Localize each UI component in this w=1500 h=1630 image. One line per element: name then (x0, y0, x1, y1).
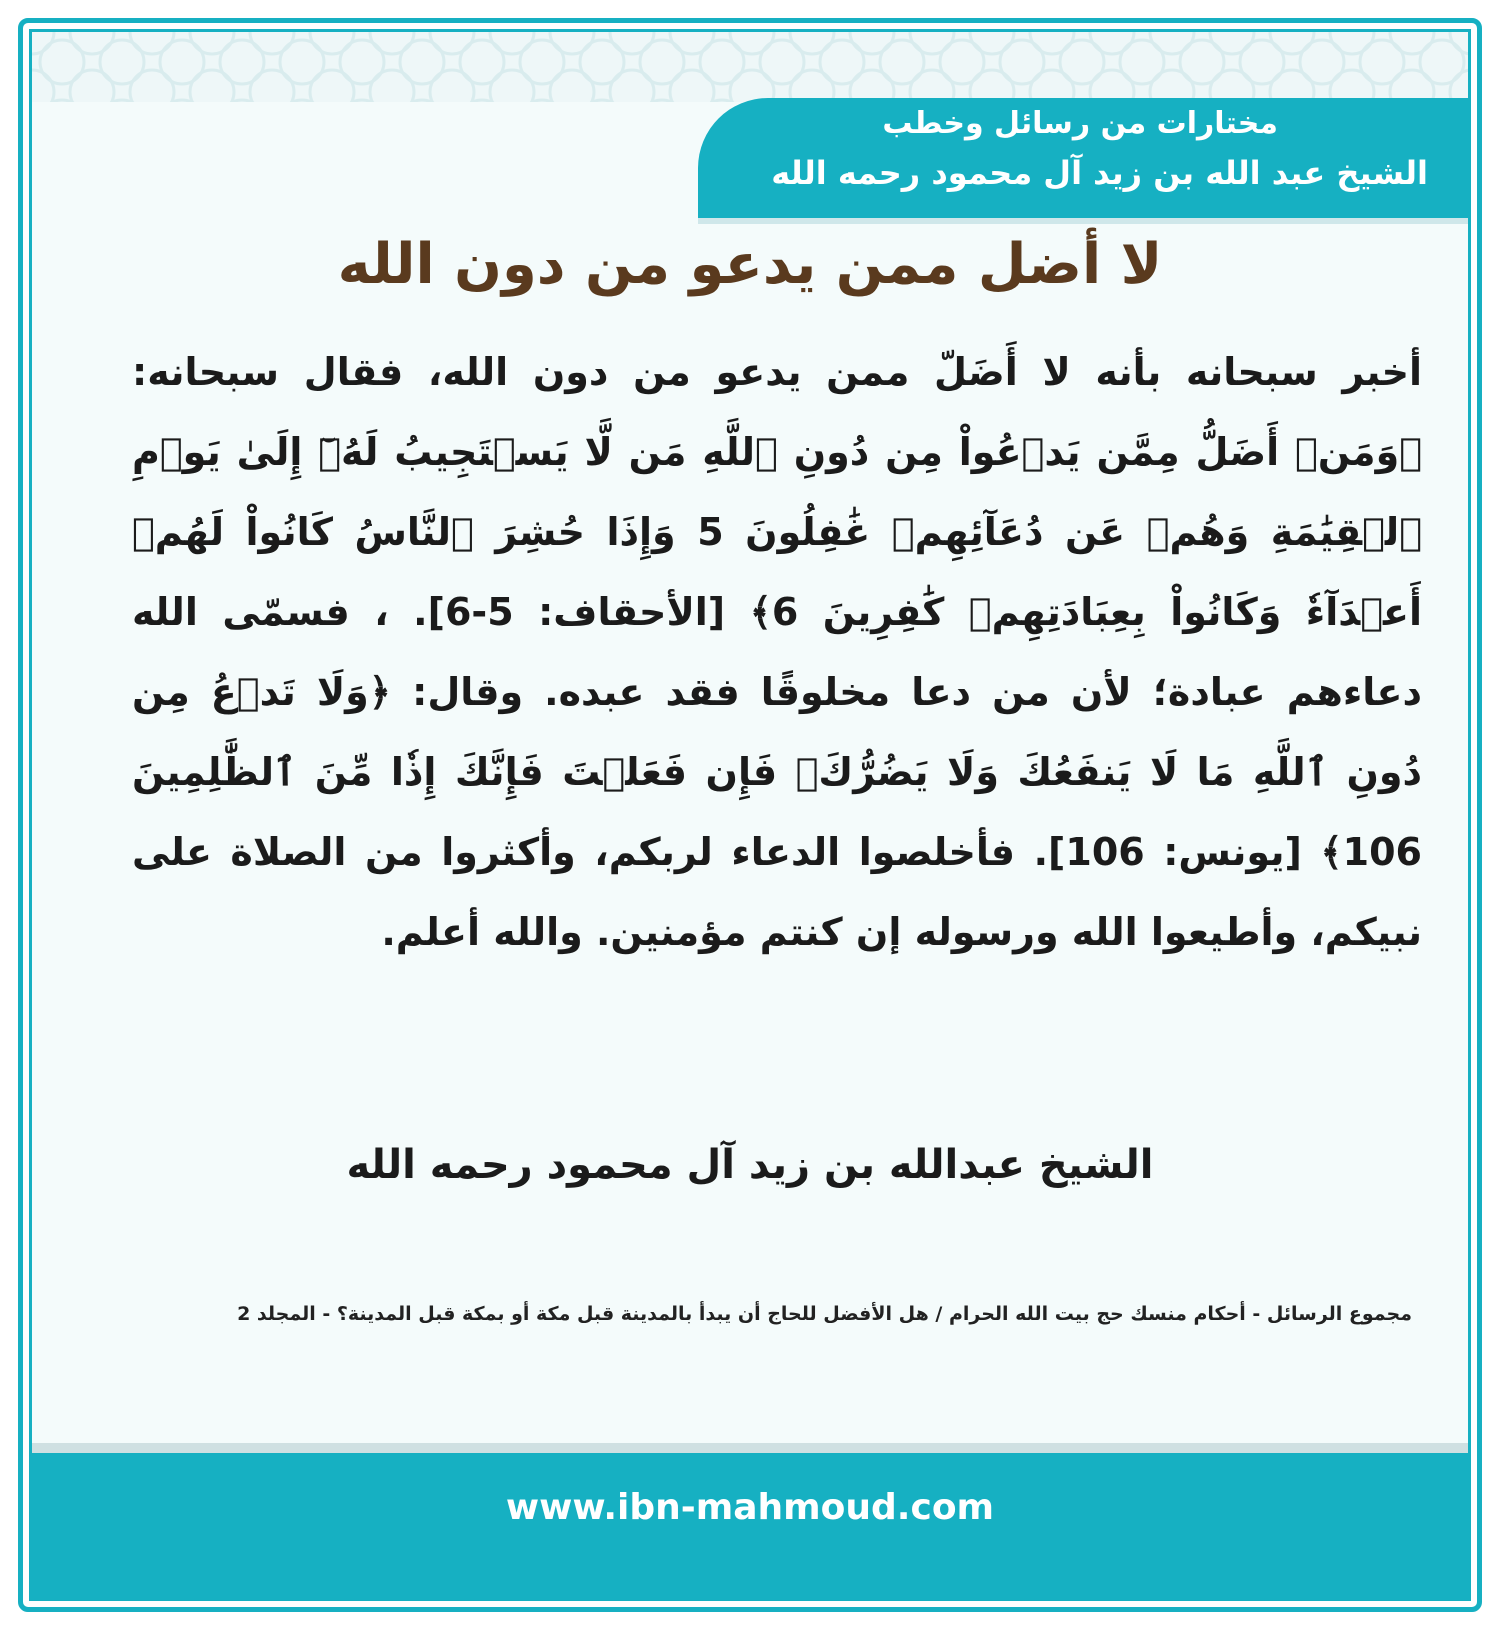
website-link[interactable]: www.ibn-mahmoud.com (505, 1487, 995, 1528)
decorative-pattern (32, 32, 1468, 102)
page-title: لا أضل ممن يدعو من دون الله (337, 232, 1163, 297)
header-line-2: الشيخ عبد الله بن زيد آل محمود رحمه الله (771, 154, 1428, 192)
signature: الشيخ عبدالله بن زيد آل محمود رحمه الله (346, 1142, 1154, 1188)
header-band (698, 98, 1468, 218)
source-reference: مجموع الرسائل - أحكام منسك حج بيت الله الحرام / هل الأفضل للحاج أن يبدأ بالمدينة قبل مكة أو بمكة قبل المدينة؟ - المجلد 2 (237, 1303, 1412, 1325)
footer-band (32, 1443, 1468, 1598)
header-line-1: مختارات من رسائل وخطب (882, 106, 1278, 141)
body-text: أخبر سبحانه بأنه لا أَضَلّ ممن يدعو من دون الله، فقال سبحانه: ﴿وَمَنۡ أَضَلُّ مِمَّن يَدۡعُواْ مِن دُونِ ٱللَّهِ مَن لَّا يَسۡتَجِيبُ لَهُۥٓ إِلَىٰ يَوۡمِ ٱلۡقِيَٰمَةِ وَهُمۡ عَن دُعَآئِهِمۡ غَٰفِلُونَ 5 وَإِذَا حُشِرَ ٱلنَّاسُ كَانُواْ لَهُمۡ أَعۡدَآءٗ وَكَانُواْ بِعِبَادَتِهِمۡ كَٰفِرِينَ 6﴾ [الأحقاف: 5-6]. ، فسمّى الله دعاءهم عبادة؛ لأن من دعا مخلوقًا فقد عبده. وقال: ﴿وَلَا تَدۡعُ مِن دُونِ ٱللَّهِ مَا لَا يَنفَعُكَ وَلَا يَضُرُّكَۖ فَإِن فَعَلۡتَ فَإِنَّكَ إِذٗا مِّنَ ٱلظَّٰلِمِينَ 106﴾ [يونس: 106]. فأخلصوا الدعاء لربكم، وأكثروا من الصلاة على نبيكم، وأطيعوا الله ورسوله إن كنتم مؤمنين. والله أعلم. (132, 350, 1422, 954)
card (29, 29, 1471, 1601)
